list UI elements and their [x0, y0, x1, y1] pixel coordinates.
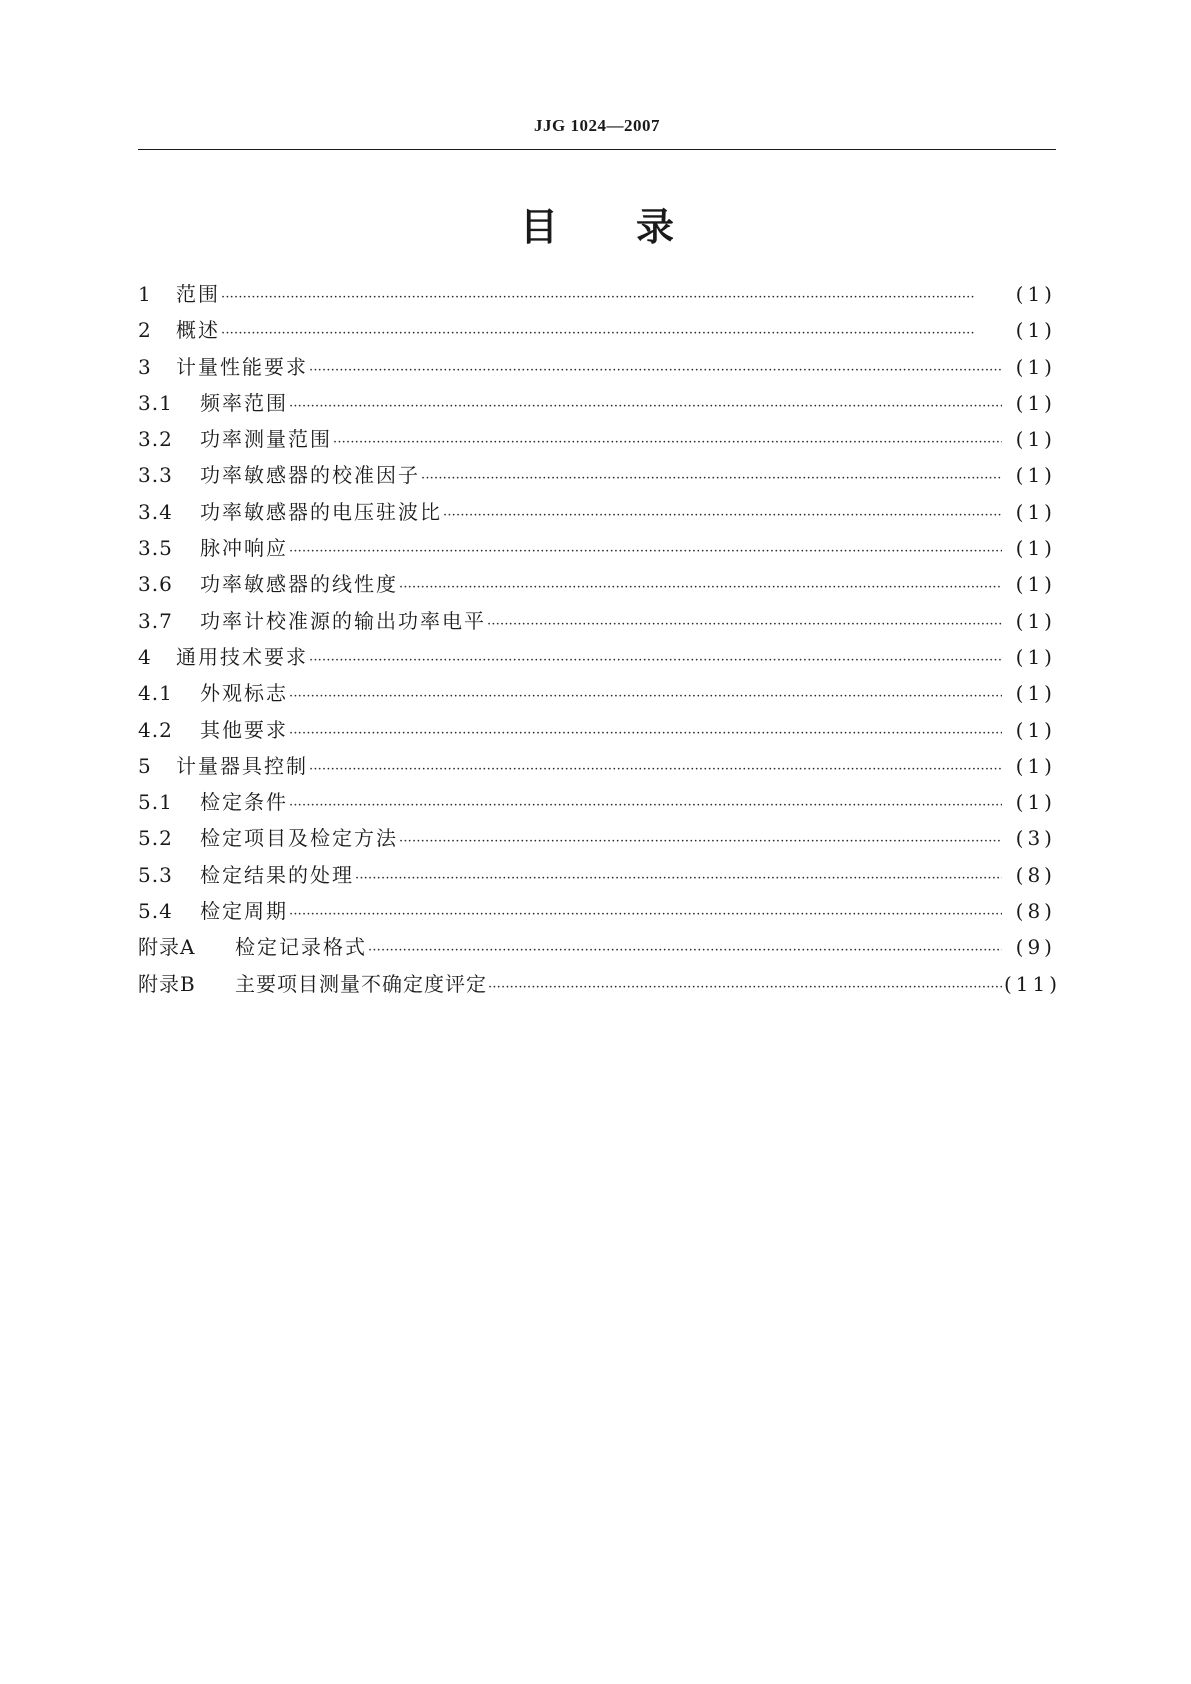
toc-entry-page: (3) [1015, 826, 1056, 851]
toc-entry-page: (1) [1015, 572, 1056, 597]
toc-entry-page: (11) [1004, 971, 1062, 996]
toc-entry-page: (1) [1015, 644, 1056, 669]
toc-entry-page: (1) [1015, 318, 1056, 343]
toc-entry[interactable] [138, 895, 1056, 931]
table-of-contents [138, 278, 1062, 1004]
toc-entry-label: 频率范围 [200, 390, 288, 415]
toc-entry-page: (1) [1015, 608, 1056, 633]
toc-leader-dots [421, 471, 1002, 486]
toc-leader-dots [355, 871, 1002, 886]
toc-entry-label: 计量性能要求 [176, 354, 308, 379]
toc-leader-dots [289, 907, 1002, 922]
toc-entry-number: 附录A [138, 935, 196, 960]
toc-entry-number: 3.2 [138, 427, 173, 452]
toc-entry-page: (1) [1015, 354, 1056, 379]
toc-entry-page: (1) [1015, 282, 1056, 306]
toc-entry-label: 功率测量范围 [200, 427, 332, 452]
toc-entry-label: 功率敏感器的线性度 [200, 572, 398, 597]
toc-entry-label: 范围 [176, 282, 220, 306]
toc-entry-page: (1) [1015, 790, 1056, 815]
toc-entry-label: 功率敏感器的电压驻波比 [200, 499, 442, 524]
toc-leader-dots [309, 653, 1002, 668]
toc-entry-number: 5.1 [138, 790, 173, 815]
toc-entry-page: (1) [1015, 717, 1056, 742]
toc-entry-number: 3.3 [138, 463, 173, 488]
toc-entry-label: 检定记录格式 [235, 935, 367, 960]
toc-leader-dots [368, 943, 1002, 958]
toc-entry-number: 5.2 [138, 826, 173, 851]
toc-entry-number: 4.2 [138, 717, 173, 742]
toc-entry-number: 1 [138, 282, 152, 306]
toc-entry[interactable] [138, 387, 1056, 423]
toc-entry[interactable] [138, 423, 1056, 459]
toc-entry-page: (8) [1015, 862, 1056, 887]
toc-entry-page: (1) [1015, 753, 1056, 778]
header-rule [138, 149, 1056, 150]
toc-entry-label: 检定结果的处理 [200, 862, 354, 887]
toc-entry[interactable] [138, 351, 1056, 387]
toc-entry[interactable] [138, 714, 1056, 750]
toc-leader-dots [309, 363, 1002, 378]
toc-leader-dots [333, 435, 1002, 450]
toc-entry-label: 功率敏感器的校准因子 [200, 463, 420, 488]
toc-entry-number: 3.5 [138, 536, 173, 561]
toc-leader-dots [289, 726, 1002, 741]
toc-entry[interactable] [138, 568, 1056, 604]
page-title: 目录 [519, 205, 752, 249]
toc-entry-label: 脉冲响应 [200, 536, 288, 561]
toc-entry-number: 4 [138, 644, 152, 669]
toc-entry-number: 4.1 [138, 681, 173, 706]
toc-entry-page: (1) [1015, 499, 1056, 524]
toc-entry[interactable] [138, 822, 1056, 858]
toc-entry[interactable] [138, 278, 1056, 314]
toc-leader-dots [443, 508, 1002, 523]
toc-entry[interactable] [138, 605, 1056, 641]
toc-entry-page: (1) [1015, 390, 1056, 415]
toc-entry[interactable] [138, 786, 1056, 822]
toc-entry[interactable] [138, 532, 1056, 568]
toc-leader-dots [487, 617, 1002, 632]
toc-entry-label: 主要项目测量不确定度评定 [235, 971, 487, 996]
toc-entry[interactable] [138, 931, 1056, 967]
toc-entry-label: 功率计校准源的输出功率电平 [200, 608, 486, 633]
toc-entry[interactable] [138, 677, 1056, 713]
toc-entry-number: 3 [138, 354, 152, 379]
toc-leader-dots [289, 399, 1002, 414]
toc-entry-page: (1) [1015, 427, 1056, 452]
toc-entry-number: 3.6 [138, 572, 173, 597]
toc-leader-dots [399, 580, 1002, 595]
toc-entry-page: (9) [1015, 935, 1056, 960]
toc-entry-label: 检定项目及检定方法 [200, 826, 398, 851]
toc-entry-number: 2 [138, 318, 152, 343]
toc-entry[interactable] [138, 459, 1056, 495]
toc-leader-dots [221, 326, 1002, 341]
toc-entry-number: 5.4 [138, 899, 173, 924]
toc-entry-number: 5 [138, 753, 152, 778]
toc-entry-number: 5.3 [138, 862, 173, 887]
toc-entry[interactable] [138, 496, 1056, 532]
toc-entry-page: (1) [1015, 536, 1056, 561]
toc-leader-dots [289, 689, 1002, 704]
toc-entry-label: 计量器具控制 [176, 753, 308, 778]
toc-entry-label: 通用技术要求 [176, 644, 308, 669]
toc-entry[interactable] [138, 314, 1056, 350]
toc-leader-dots [309, 762, 1002, 777]
toc-leader-dots [289, 544, 1002, 559]
toc-entry-label: 概述 [176, 318, 220, 343]
toc-entry-page: (8) [1015, 899, 1056, 924]
toc-entry[interactable] [138, 750, 1056, 786]
toc-entry-label: 检定周期 [200, 899, 288, 924]
toc-entry-page: (1) [1015, 463, 1056, 488]
toc-entry-number: 附录B [138, 971, 196, 996]
toc-entry-number: 3.1 [138, 390, 173, 415]
toc-entry[interactable] [138, 859, 1056, 895]
toc-leader-dots [289, 798, 1002, 813]
toc-leader-dots [488, 980, 1002, 995]
document-code-header: JJG 1024—2007 [534, 116, 660, 135]
toc-entry-label: 其他要求 [200, 717, 288, 742]
toc-entry-label: 检定条件 [200, 790, 288, 815]
toc-entry[interactable] [138, 968, 1062, 1004]
toc-entry-page: (1) [1015, 681, 1056, 706]
toc-leader-dots [221, 290, 1002, 305]
toc-entry-label: 外观标志 [200, 681, 288, 706]
toc-entry[interactable] [138, 641, 1056, 677]
toc-entry-number: 3.4 [138, 499, 173, 524]
toc-entry-number: 3.7 [138, 608, 173, 633]
toc-leader-dots [399, 834, 1002, 849]
